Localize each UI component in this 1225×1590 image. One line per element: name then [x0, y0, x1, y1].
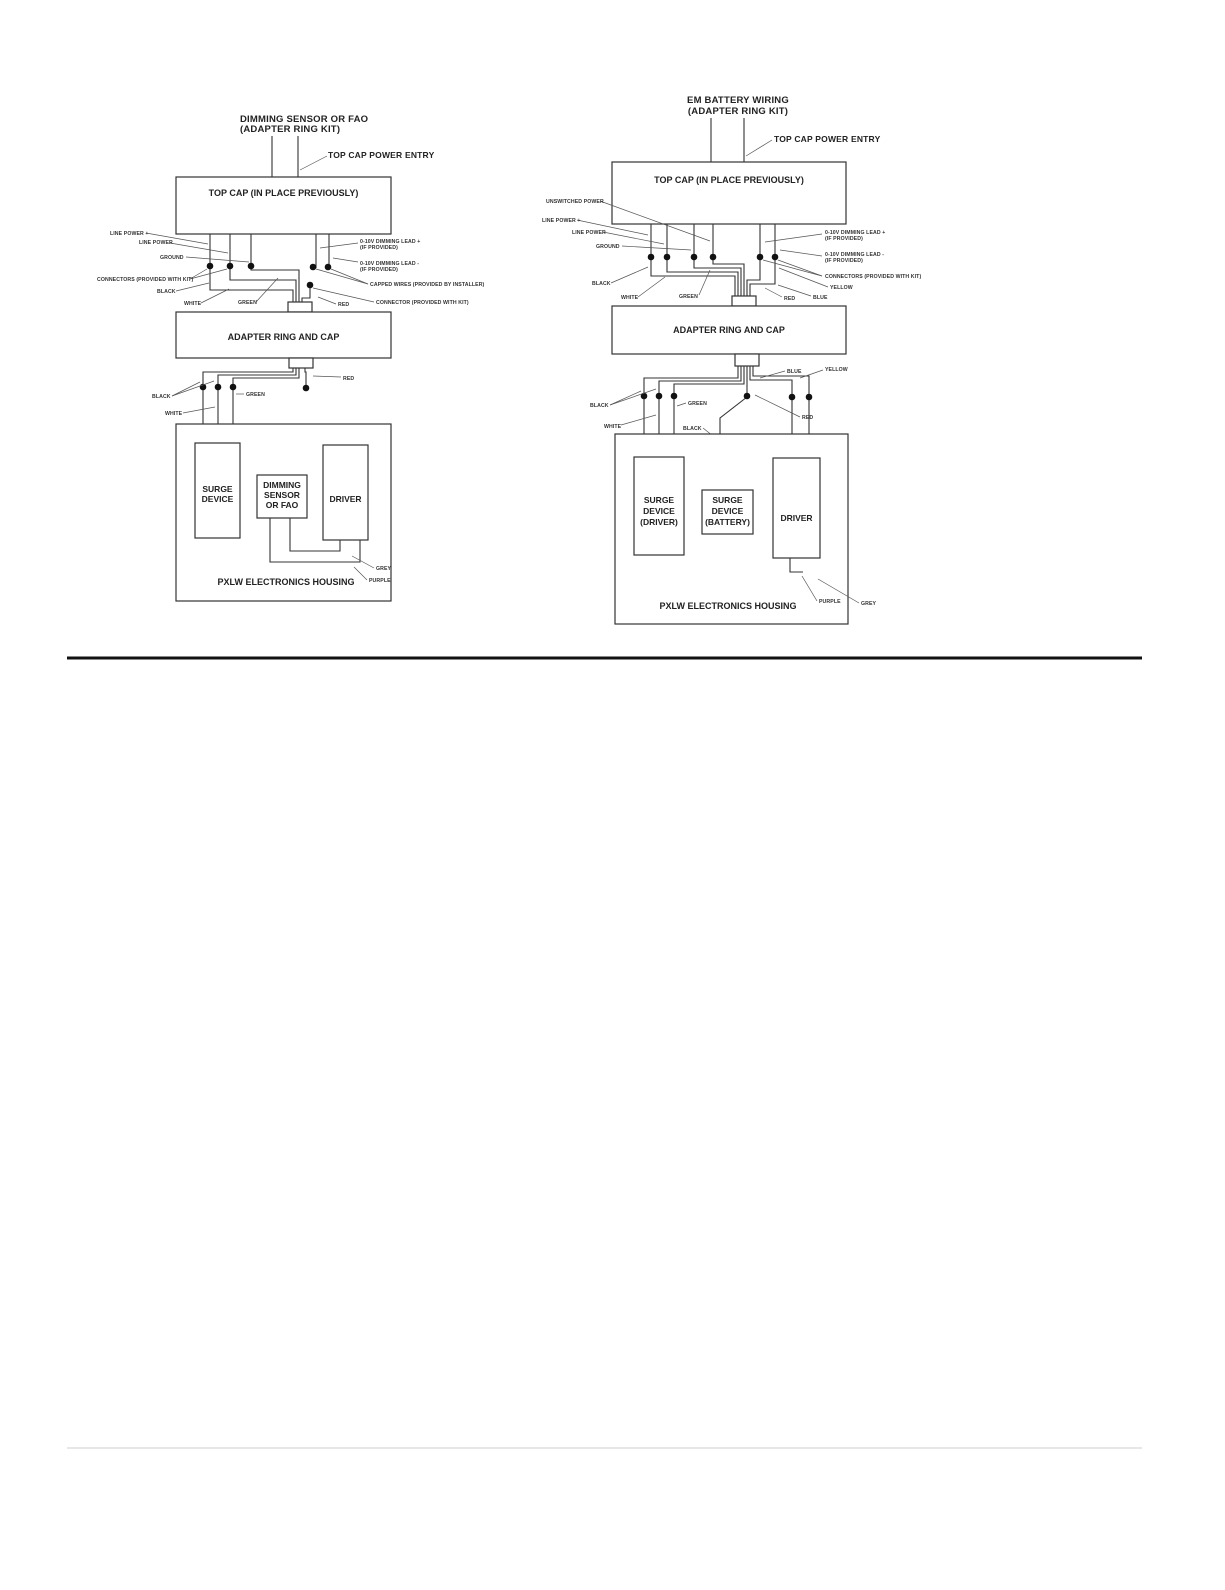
left-dimming-sensor-label-3: OR FAO [265, 500, 299, 510]
right-black-lower-leader-1 [610, 391, 641, 405]
left-lower-connector-green [230, 384, 237, 391]
right-surge-driver-label-2: DEVICE [643, 506, 675, 516]
left-red-upper-label: RED [338, 302, 350, 308]
right-ground-leader [622, 246, 691, 250]
left-power-entry-label: TOP CAP POWER ENTRY [328, 150, 435, 160]
right-lower-connector-yellow [806, 394, 813, 401]
left-power-entry-leader [300, 156, 327, 170]
right-green-wire [694, 224, 741, 296]
right-connectors-leader-2 [778, 260, 822, 276]
left-dim-minus-label-1: 0-10V DIMMING LEAD - [360, 261, 420, 267]
right-red-upper-leader [765, 288, 782, 297]
right-dim-plus-label-2: (IF PROVIDED) [825, 236, 863, 242]
right-white-upper-label: WHITE [621, 295, 639, 301]
right-driver-label: DRIVER [780, 513, 813, 523]
right-black-lower-leader-2 [610, 389, 656, 405]
right-connector-yellow [772, 254, 779, 261]
right-adapter-ring-label: ADAPTER RING AND CAP [673, 325, 785, 335]
left-red-lower-label: RED [343, 376, 355, 382]
right-housing-label: PXLW ELECTRONICS HOUSING [659, 601, 797, 611]
right-blue-upper-label: BLUE [813, 295, 828, 301]
left-purple-label: PURPLE [369, 578, 391, 584]
left-dim-plus-label-2: (IF PROVIDED) [360, 245, 398, 251]
right-adapter-connector-block [732, 296, 756, 306]
left-top-cap-label: TOP CAP (IN PLACE PREVIOUSLY) [208, 188, 359, 198]
left-dimming-sensor-label-1: DIMMING [263, 480, 301, 490]
left-black-upper-leader [176, 283, 209, 291]
right-lower-connector-white [656, 393, 663, 400]
left-connector-green [248, 263, 255, 270]
right-connector-green [691, 254, 698, 261]
left-grey-label: GREY [376, 566, 392, 572]
right-red-upper-label: RED [784, 296, 796, 302]
right-dim-plus-label-1: 0-10V DIMMING LEAD + [825, 230, 886, 236]
right-ground-label: GROUND [596, 244, 620, 250]
right-red-wire [713, 224, 744, 296]
left-white-wire [230, 234, 296, 304]
right-black-upper-label: BLACK [592, 281, 611, 287]
left-ground-leader [186, 257, 249, 262]
right-dim-plus-leader [765, 234, 822, 242]
left-driver-box [323, 445, 368, 540]
left-black-lower-leader-1 [172, 382, 200, 396]
left-green-lower-label: GREEN [246, 392, 265, 398]
left-capped-wires-label: CAPPED WIRES (PROVIDED BY INSTALLER) [370, 282, 485, 288]
left-line-power-plus-label: LINE POWER + [110, 231, 149, 237]
left-black-lower-leader-2 [172, 381, 214, 396]
right-connector-blue [757, 254, 764, 261]
right-white-wire [667, 224, 738, 296]
right-blue-lower-leader [760, 371, 785, 378]
left-surge-device-label-1: SURGE [202, 484, 233, 494]
left-line-power-label: LINE POWER [139, 240, 173, 246]
right-surge-battery-label-2: DEVICE [711, 506, 744, 516]
right-lower-connector-blue [789, 394, 796, 401]
left-black-upper-label: BLACK [157, 289, 176, 295]
right-surge-battery-label-3: (BATTERY) [705, 517, 750, 527]
left-dim-minus-leader [333, 258, 358, 262]
left-capped-wire-minus [325, 264, 332, 271]
right-unswitched-label: UNSWITCHED POWER [546, 199, 604, 205]
left-driver-label: DRIVER [329, 494, 362, 504]
right-green-upper-leader [699, 270, 710, 295]
right-yellow-lower-label: YELLOW [825, 367, 848, 373]
right-lower-blue-wire [750, 366, 792, 395]
left-connectors-label: CONNECTORS (PROVIDED WITH KIT) [97, 277, 194, 283]
left-dim-plus-label-1: 0-10V DIMMING LEAD + [360, 239, 421, 245]
right-red-lower-label: RED [802, 415, 814, 421]
right-top-cap-box [612, 162, 846, 224]
right-lower-connector-green [671, 393, 678, 400]
right-green-lower-leader [677, 403, 686, 406]
right-lower-connector-red [744, 393, 751, 400]
right-surge-driver-label-1: SURGE [643, 495, 675, 505]
left-top-cap-box [176, 177, 391, 234]
right-power-entry-leader [746, 140, 772, 156]
left-black-lower-label: BLACK [152, 394, 171, 400]
right-surge-driver-label-3: (DRIVER) [640, 517, 678, 527]
right-dim-minus-label-2: (IF PROVIDED) [825, 258, 863, 264]
right-line-power-label: LINE POWER [572, 230, 606, 236]
left-wiring-diagram [97, 114, 485, 601]
left-connector-white [227, 263, 234, 270]
left-housing-label: PXLW ELECTRONICS HOUSING [217, 577, 355, 587]
left-connector-red [307, 282, 314, 289]
left-top-label-line1: DIMMING SENSOR OR FAO [240, 114, 369, 125]
right-black-battery-label: BLACK [683, 426, 702, 432]
left-lower-connector-red [303, 385, 310, 392]
right-line-power-leader [603, 232, 664, 244]
right-blue-wire [747, 224, 760, 296]
left-top-label-line2: (ADAPTER RING KIT) [240, 124, 341, 135]
left-connectors-leader-2 [190, 269, 227, 279]
right-top-cap-label: TOP CAP (IN PLACE PREVIOUSLY) [654, 175, 804, 185]
right-black-lower-label: BLACK [590, 403, 609, 409]
left-connector-kit-leader [313, 288, 374, 302]
left-white-lower-label: WHITE [165, 411, 183, 417]
right-lower-connector-block [735, 354, 759, 366]
left-ground-label: GROUND [160, 255, 184, 261]
right-top-label-line2: (ADAPTER RING KIT) [687, 106, 789, 117]
right-yellow-lower-leader [800, 370, 823, 378]
left-white-lower-leader [183, 407, 215, 413]
left-adapter-connector-block [288, 302, 312, 312]
left-red-lower-leader [313, 376, 341, 377]
right-surge-battery-label-1: SURGE [712, 495, 743, 505]
left-adapter-ring-label: ADAPTER RING AND CAP [227, 332, 340, 342]
right-purple-label: PURPLE [819, 599, 841, 605]
left-red-upper-leader [318, 297, 336, 304]
left-dim-plus-leader [320, 243, 358, 248]
left-green-upper-label: GREEN [238, 300, 257, 306]
right-top-label-line1: EM BATTERY WIRING [687, 95, 789, 106]
left-dim-minus-label-2: (IF PROVIDED) [360, 267, 398, 273]
right-blue-upper-leader [778, 285, 811, 296]
left-surge-device-label-2: DEVICE [201, 494, 234, 504]
right-green-lower-label: GREEN [688, 401, 707, 407]
left-line-power-leader [170, 243, 228, 253]
right-connector-white [664, 254, 671, 261]
left-dimming-sensor-label-2: SENSOR [264, 490, 300, 500]
right-line-power-plus-label: LINE POWER + [542, 218, 581, 224]
right-driver-box [773, 458, 820, 558]
right-black-upper-leader [611, 267, 648, 283]
left-connector-kit-label: CONNECTOR (PROVIDED WITH KIT) [376, 300, 469, 306]
right-dim-minus-leader [780, 250, 822, 256]
left-capped-wire-plus [310, 264, 317, 271]
right-grey-label: GREY [861, 601, 877, 607]
right-dim-minus-label-1: 0-10V DIMMING LEAD - [825, 252, 885, 258]
right-wiring-diagram [542, 95, 921, 624]
right-connector-black [648, 254, 655, 261]
left-lower-red-wire [305, 368, 306, 385]
left-lower-connector-white [215, 384, 222, 391]
left-lower-connector-block [289, 358, 313, 368]
left-connector-black [207, 263, 214, 270]
right-power-entry-label: TOP CAP POWER ENTRY [774, 134, 881, 144]
left-white-upper-label: WHITE [184, 301, 202, 307]
right-connectors-label: CONNECTORS (PROVIDED WITH KIT) [825, 274, 922, 280]
right-connector-red [710, 254, 717, 261]
left-white-upper-leader [201, 289, 229, 303]
right-white-upper-leader [638, 277, 665, 297]
left-green-wire [251, 234, 299, 304]
right-blue-lower-label: BLUE [787, 369, 802, 375]
right-green-upper-label: GREEN [679, 294, 698, 300]
right-yellow-wire [750, 224, 775, 296]
right-yellow-upper-label: YELLOW [830, 285, 853, 291]
right-white-lower-leader [621, 415, 656, 425]
right-white-lower-label: WHITE [604, 424, 622, 430]
